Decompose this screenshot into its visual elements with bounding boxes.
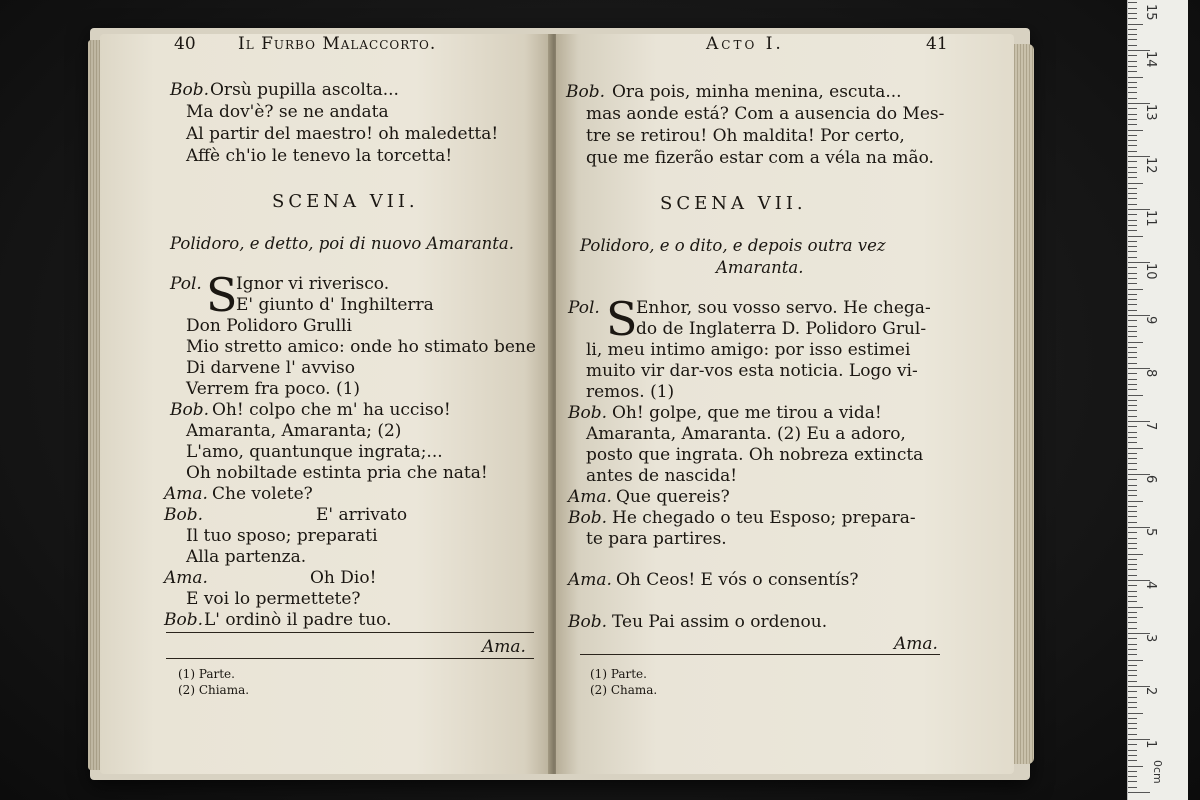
speaker-label: Bob. bbox=[170, 400, 210, 420]
ruler-tick bbox=[1128, 193, 1137, 194]
ruler-tick bbox=[1128, 670, 1137, 671]
ruler-tick bbox=[1128, 448, 1143, 449]
ruler-tick bbox=[1128, 363, 1137, 364]
prose-line: tre se retirou! Oh maldita! Por certo, bbox=[586, 126, 905, 146]
ruler-label: 7 bbox=[1143, 422, 1158, 431]
ruler-tick bbox=[1128, 792, 1150, 793]
verse-line: Al partir del maestro! oh maledetta! bbox=[186, 124, 499, 144]
ruler-tick bbox=[1128, 230, 1137, 231]
ruler-tick bbox=[1128, 66, 1137, 67]
ruler-tick bbox=[1128, 151, 1137, 152]
ruler-tick bbox=[1128, 304, 1137, 305]
ruler-tick bbox=[1128, 538, 1137, 539]
prose-line: muito vir dar-vos esta noticia. Logo vi- bbox=[586, 361, 918, 381]
prose-line: Oh! golpe, que me tirou a vida! bbox=[612, 403, 882, 423]
prose-line: do de Inglaterra D. Polidoro Grul- bbox=[636, 319, 927, 339]
prose-line: Ora pois, minha menina, escuta... bbox=[612, 82, 902, 102]
ruler-tick bbox=[1128, 55, 1137, 56]
ruler-tick bbox=[1128, 400, 1137, 401]
prose-line: posto que ingrata. Oh nobreza extincta bbox=[586, 445, 924, 465]
ruler-tick bbox=[1128, 532, 1137, 533]
speaker-label: Bob. bbox=[568, 612, 608, 632]
page-number-left: 40 bbox=[174, 34, 196, 54]
ruler-label: 15 bbox=[1143, 4, 1158, 21]
dialogue-line: Mio stretto amico: onde ho stimato bene bbox=[186, 337, 536, 357]
ruler-tick bbox=[1128, 326, 1137, 327]
ruler-tick bbox=[1128, 787, 1137, 788]
footnote: (1) Parte. bbox=[178, 667, 235, 681]
ruler-tick bbox=[1128, 225, 1137, 226]
ruler-tick bbox=[1128, 463, 1137, 464]
prose-line: remos. (1) bbox=[586, 382, 675, 402]
ruler-label: 9 bbox=[1143, 316, 1158, 325]
ruler-tick bbox=[1128, 628, 1137, 629]
ruler-tick bbox=[1128, 702, 1137, 703]
speaker-label: Pol. bbox=[170, 274, 202, 294]
footnote-rule bbox=[166, 658, 534, 659]
scene-characters-left: Polidoro, e detto, poi di nuovo Amaranta. bbox=[170, 234, 515, 253]
drop-cap-right: S bbox=[606, 292, 638, 346]
dialogue-line: Verrem fra poco. (1) bbox=[186, 379, 361, 399]
prose-line: Amaranta, Amaranta. (2) Eu a adoro, bbox=[586, 424, 906, 444]
ruler-tick bbox=[1128, 71, 1137, 72]
ruler-tick bbox=[1128, 161, 1137, 162]
ruler-tick bbox=[1128, 273, 1137, 274]
dialogue-line: Amaranta, Amaranta; (2) bbox=[186, 421, 402, 441]
speaker-label: Bob. bbox=[164, 610, 204, 630]
ruler-tick bbox=[1128, 617, 1137, 618]
dialogue-line: L'amo, quantunque ingrata;... bbox=[186, 442, 443, 462]
ruler-tick bbox=[1128, 744, 1137, 745]
ruler-tick bbox=[1128, 410, 1137, 411]
dialogue-line: Oh Dio! bbox=[310, 568, 377, 588]
ruler-tick bbox=[1128, 485, 1137, 486]
ruler-tick bbox=[1128, 357, 1137, 358]
ruler-tick bbox=[1128, 331, 1137, 332]
ruler-tick bbox=[1128, 198, 1137, 199]
speaker-label: Bob. bbox=[568, 403, 608, 423]
ruler-tick bbox=[1128, 548, 1137, 549]
prose-line: Oh Ceos! E vós o consentís? bbox=[616, 570, 859, 590]
ruler-tick bbox=[1128, 214, 1137, 215]
prose-line: antes de nascida! bbox=[586, 466, 738, 486]
ruler-tick bbox=[1128, 437, 1137, 438]
ruler-tick bbox=[1128, 501, 1143, 502]
ruler-tick bbox=[1128, 776, 1137, 777]
ruler-tick bbox=[1128, 172, 1137, 173]
ruler-tick bbox=[1128, 236, 1143, 237]
ruler-tick bbox=[1128, 522, 1137, 523]
speaker-label: Bob. bbox=[566, 82, 606, 102]
prose-line: que me fizerão estar com a véla na mão. bbox=[586, 148, 934, 168]
speaker-label: Ama. bbox=[164, 484, 208, 504]
verse-line: Orsù pupilla ascolta... bbox=[210, 80, 399, 100]
ruler-tick bbox=[1128, 336, 1137, 337]
prose-line: li, meu intimo amigo: por isso estimei bbox=[586, 340, 911, 360]
ruler-tick bbox=[1128, 289, 1143, 290]
catchword-right: Ama. bbox=[894, 634, 938, 654]
ruler-tick bbox=[1128, 299, 1137, 300]
prose-line: He chegado o teu Esposo; prepara- bbox=[612, 508, 916, 528]
ruler-tick bbox=[1128, 373, 1137, 374]
ruler-tick bbox=[1128, 495, 1137, 496]
ruler-tick bbox=[1128, 432, 1137, 433]
ruler-tick bbox=[1128, 124, 1137, 125]
ruler-tick bbox=[1128, 92, 1137, 93]
ruler-tick bbox=[1128, 241, 1137, 242]
ruler-tick bbox=[1128, 135, 1137, 136]
verse-line: Affè ch'io le tenevo la torcetta! bbox=[186, 146, 453, 166]
ruler-tick bbox=[1128, 114, 1137, 115]
verse-line: Ma dov'è? se ne andata bbox=[186, 102, 389, 122]
ruler-tick bbox=[1128, 204, 1137, 205]
ruler-tick bbox=[1128, 575, 1137, 576]
ruler-tick bbox=[1128, 108, 1137, 109]
dialogue-line: Il tuo sposo; preparati bbox=[186, 526, 378, 546]
ruler-tick bbox=[1128, 691, 1137, 692]
scene-heading-right: SCENA VII. bbox=[660, 193, 807, 214]
ruler-tick bbox=[1128, 8, 1137, 9]
running-title-left: Il Furbo Malaccorto. bbox=[238, 34, 437, 54]
ruler-tick bbox=[1128, 267, 1137, 268]
ruler-label: 6 bbox=[1143, 475, 1158, 484]
ruler-tick bbox=[1128, 140, 1137, 141]
ruler-tick bbox=[1128, 183, 1143, 184]
ruler-tick bbox=[1128, 665, 1137, 666]
ruler-tick bbox=[1128, 723, 1137, 724]
footnote: (1) Parte. bbox=[590, 667, 647, 681]
ruler-tick bbox=[1128, 564, 1137, 565]
ruler-label: 14 bbox=[1143, 51, 1158, 68]
ruler-tick bbox=[1128, 490, 1137, 491]
ruler-tick bbox=[1128, 479, 1137, 480]
drop-cap-left: S bbox=[206, 268, 238, 322]
ruler-tick bbox=[1128, 389, 1137, 390]
ruler-tick bbox=[1128, 718, 1137, 719]
ruler-tick bbox=[1128, 755, 1137, 756]
scene-heading-left: SCENA VII. bbox=[272, 191, 419, 212]
ruler-tick bbox=[1128, 713, 1143, 714]
running-title-right: Acto I. bbox=[706, 34, 784, 54]
footnote: (2) Chama. bbox=[590, 683, 658, 697]
ruler-tick bbox=[1128, 649, 1137, 650]
ruler-tick bbox=[1128, 98, 1137, 99]
ruler-tick bbox=[1128, 766, 1143, 767]
ruler-tick bbox=[1128, 654, 1137, 655]
dialogue-line: Don Polidoro Grulli bbox=[186, 316, 352, 336]
ruler-tick bbox=[1128, 469, 1137, 470]
speaker-label: Ama. bbox=[164, 568, 208, 588]
ruler-tick bbox=[1128, 675, 1137, 676]
ruler-label: 3 bbox=[1143, 634, 1158, 643]
ruler-label: 13 bbox=[1143, 104, 1158, 121]
ruler-tick bbox=[1128, 294, 1137, 295]
ruler-label: 12 bbox=[1143, 157, 1158, 174]
ruler-unit: 0cm bbox=[1151, 760, 1164, 784]
ruler-tick bbox=[1128, 660, 1143, 661]
ruler-tick bbox=[1128, 601, 1137, 602]
dialogue-line: Ignor vi riverisco. bbox=[236, 274, 390, 294]
ruler-tick bbox=[1128, 310, 1137, 311]
dialogue-line: L' ordinò il padre tuo. bbox=[204, 610, 392, 630]
ruler-tick bbox=[1128, 569, 1137, 570]
ruler-tick bbox=[1128, 596, 1137, 597]
ruler-tick bbox=[1128, 585, 1137, 586]
speaker-label: Bob. bbox=[164, 505, 204, 525]
ruler-tick bbox=[1128, 384, 1137, 385]
ruler-tick bbox=[1128, 29, 1137, 30]
prose-line: Teu Pai assim o ordenou. bbox=[612, 612, 828, 632]
speaker-label: Bob. bbox=[568, 508, 608, 528]
ruler-tick bbox=[1128, 707, 1137, 708]
prose-line: Enhor, sou vosso servo. He chega- bbox=[636, 298, 931, 318]
ruler-tick bbox=[1128, 781, 1137, 782]
ruler-label: 11 bbox=[1143, 210, 1158, 227]
ruler-tick bbox=[1128, 728, 1137, 729]
ruler-tick bbox=[1128, 278, 1137, 279]
ruler-tick bbox=[1128, 347, 1137, 348]
speaker-label: Ama. bbox=[568, 570, 612, 590]
ruler-tick bbox=[1128, 82, 1137, 83]
dialogue-line: E' arrivato bbox=[316, 505, 408, 525]
ruler-tick bbox=[1128, 771, 1137, 772]
ruler-tick bbox=[1128, 167, 1137, 168]
prose-line: Que quereis? bbox=[616, 487, 730, 507]
ruler-tick bbox=[1128, 516, 1137, 517]
ruler-tick bbox=[1128, 426, 1137, 427]
speaker-label: Bob. bbox=[170, 80, 210, 100]
ruler-tick bbox=[1128, 554, 1143, 555]
speaker-label: Pol. bbox=[568, 298, 600, 318]
ruler-tick bbox=[1128, 453, 1137, 454]
ruler-tick bbox=[1128, 188, 1137, 189]
ruler-tick bbox=[1128, 130, 1143, 131]
ruler-tick bbox=[1128, 283, 1137, 284]
ruler-tick bbox=[1128, 2, 1137, 3]
page-number-right: 41 bbox=[926, 34, 948, 54]
ruler-tick bbox=[1128, 405, 1137, 406]
ruler-tick bbox=[1128, 622, 1137, 623]
scene-characters-right: Polidoro, e o dito, e depois outra vez bbox=[580, 236, 886, 255]
dialogue-line: E voi lo permettete? bbox=[186, 589, 361, 609]
ruler-tick bbox=[1128, 612, 1137, 613]
right-page bbox=[556, 34, 1014, 774]
ruler-tick bbox=[1128, 77, 1143, 78]
ruler-tick bbox=[1128, 458, 1137, 459]
dialogue-line: Che volete? bbox=[212, 484, 313, 504]
footnote-rule bbox=[580, 654, 940, 655]
ruler-tick bbox=[1128, 638, 1137, 639]
ruler-tick bbox=[1128, 543, 1137, 544]
ruler-tick bbox=[1128, 442, 1137, 443]
ruler-tick bbox=[1128, 61, 1137, 62]
ruler-tick bbox=[1128, 607, 1143, 608]
ruler-tick bbox=[1128, 559, 1137, 560]
ruler-label: 5 bbox=[1143, 528, 1158, 537]
ruler-tick bbox=[1128, 734, 1137, 735]
rule bbox=[166, 632, 534, 633]
ruler-label: 2 bbox=[1143, 687, 1158, 696]
ruler-label: 1 bbox=[1143, 740, 1158, 749]
ruler-tick bbox=[1128, 591, 1137, 592]
ruler-tick bbox=[1128, 644, 1137, 645]
ruler-tick bbox=[1128, 34, 1137, 35]
ruler-label: 10 bbox=[1143, 263, 1158, 280]
ruler-tick bbox=[1128, 257, 1137, 258]
ruler-tick bbox=[1128, 251, 1137, 252]
ruler-tick bbox=[1128, 220, 1137, 221]
ruler-tick bbox=[1128, 177, 1137, 178]
catchword-left: Ama. bbox=[482, 637, 526, 657]
ruler-label: 8 bbox=[1143, 369, 1158, 378]
ruler-tick bbox=[1128, 506, 1137, 507]
ruler-tick bbox=[1128, 395, 1143, 396]
ruler-tick bbox=[1128, 39, 1137, 40]
scene-characters-right: Amaranta. bbox=[716, 258, 804, 277]
ruler-tick bbox=[1128, 697, 1137, 698]
speaker-label: Ama. bbox=[568, 487, 612, 507]
ruler-tick bbox=[1128, 145, 1137, 146]
ruler-tick bbox=[1128, 342, 1143, 343]
ruler-tick bbox=[1128, 18, 1137, 19]
prose-line: mas aonde está? Com a ausencia do Mes- bbox=[586, 104, 945, 124]
ruler-tick bbox=[1128, 246, 1137, 247]
ruler-tick bbox=[1128, 681, 1137, 682]
ruler-tick bbox=[1128, 379, 1137, 380]
ruler-tick bbox=[1128, 352, 1137, 353]
ruler-tick bbox=[1128, 13, 1137, 14]
ruler-tick bbox=[1128, 750, 1137, 751]
dialogue-line: Oh nobiltade estinta pria che nata! bbox=[186, 463, 488, 483]
ruler-tick bbox=[1128, 416, 1137, 417]
ruler-tick bbox=[1128, 24, 1143, 25]
measurement-ruler bbox=[1127, 0, 1188, 800]
page-block-edge-right bbox=[1012, 44, 1034, 764]
ruler-tick bbox=[1128, 119, 1137, 120]
ruler-tick bbox=[1128, 87, 1137, 88]
dialogue-line: Di darvene l' avviso bbox=[186, 358, 355, 378]
dialogue-line: E' giunto d' Inghilterra bbox=[236, 295, 434, 315]
dialogue-line: Oh! colpo che m' ha ucciso! bbox=[212, 400, 451, 420]
ruler-tick bbox=[1128, 320, 1137, 321]
left-page bbox=[100, 34, 552, 774]
ruler-tick bbox=[1128, 511, 1137, 512]
ruler-tick bbox=[1128, 45, 1137, 46]
prose-line: te para partires. bbox=[586, 529, 727, 549]
ruler-label: 4 bbox=[1143, 581, 1158, 590]
ruler-tick bbox=[1128, 760, 1137, 761]
dialogue-line: Alla partenza. bbox=[186, 547, 307, 567]
footnote: (2) Chiama. bbox=[178, 683, 250, 697]
